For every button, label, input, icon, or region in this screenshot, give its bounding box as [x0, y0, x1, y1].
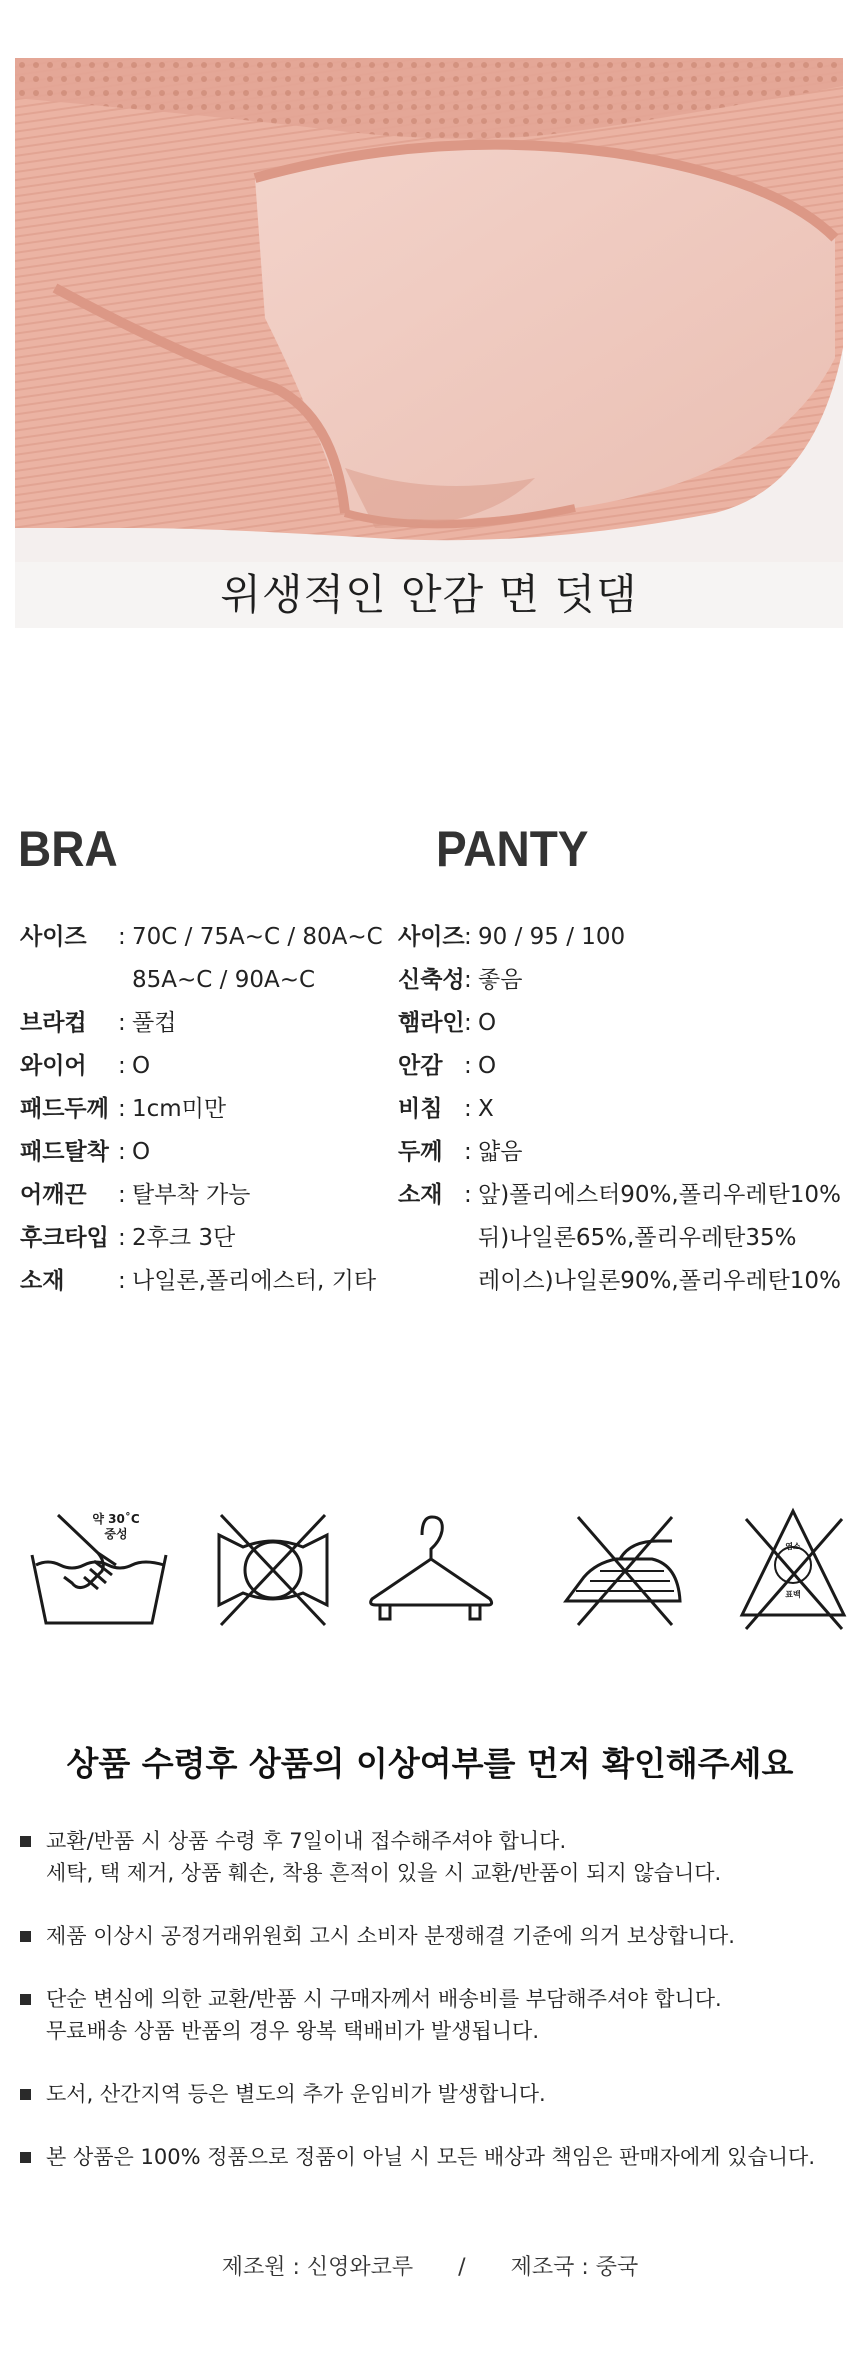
spec-separator: : [464, 967, 472, 993]
panty-spec-row-size [398, 922, 848, 965]
panty-spec-row-lining [398, 1051, 848, 1094]
notice-heading: 상품 수령후 상품의 이상여부를 먼저 확인해주세요 [66, 1744, 794, 1783]
panty-spec-row-hemline [398, 1008, 848, 1051]
notice-line: 제품 이상시 공정거래위원회 고시 소비자 분쟁해결 기준에 의거 보상합니다. [46, 1924, 735, 1948]
bra-title: BRA [18, 821, 118, 877]
spec-value: O [478, 1010, 497, 1036]
square-bullet-icon [20, 1836, 31, 1847]
spec-value: 좋음 [478, 967, 523, 993]
notice-list [18, 1825, 848, 2204]
spec-value: 앞)폴리에스터90%,폴리우레탄10% [478, 1182, 841, 1208]
hand-wash-icon [28, 1505, 168, 1635]
notice-line: 세탁, 택 제거, 상품 훼손, 착용 흔적이 있을 시 교환/반품이 되지 않습니다. [46, 1861, 722, 1885]
spec-label: 소재 [20, 1268, 65, 1294]
spec-value: O [132, 1139, 151, 1165]
spec-separator: : [464, 1139, 472, 1165]
spec-separator: : [464, 1096, 472, 1122]
spec-separator: : [118, 1053, 126, 1079]
bra-spec-row-wire [20, 1051, 400, 1094]
square-bullet-icon [20, 2152, 31, 2163]
spec-value: 얇음 [478, 1139, 523, 1165]
no-bleach-icon [738, 1505, 848, 1635]
spec-value: 레이스)나일론90%,폴리우레탄10% [478, 1268, 841, 1294]
spec-separator: : [118, 1139, 126, 1165]
notice-item [18, 1920, 848, 1952]
spec-value: 1cm미만 [132, 1096, 227, 1122]
square-bullet-icon [20, 2089, 31, 2100]
maker-info [0, 2250, 860, 2281]
spec-separator: : [464, 1182, 472, 1208]
spec-label: 어깨끈 [20, 1182, 87, 1208]
spec-label: 와이어 [20, 1053, 87, 1079]
spec-value: O [132, 1053, 151, 1079]
square-bullet-icon [20, 1931, 31, 1942]
bra-spec-row-size [20, 922, 400, 1008]
lining-closeup-image [15, 58, 843, 562]
product-photo [15, 58, 843, 628]
bra-spec-row-pad-removable [20, 1137, 400, 1180]
spec-value: 뒤)나일론65%,폴리우레탄35% [478, 1225, 797, 1251]
spec-separator: : [118, 1225, 126, 1251]
square-bullet-icon [20, 1994, 31, 2005]
panty-spec-row-elasticity [398, 965, 848, 1008]
notice-line: 무료배송 상품 반품의 경우 왕복 택배비가 발생됩니다. [46, 2019, 540, 2043]
spec-separator: : [464, 924, 472, 950]
spec-value: X [478, 1096, 494, 1122]
panty-spec-list [398, 922, 848, 1309]
spec-separator: : [118, 924, 126, 950]
notice-line: 도서, 산간지역 등은 별도의 추가 운임비가 발생합니다. [46, 2082, 546, 2106]
spec-label: 안감 [398, 1053, 443, 1079]
bleach-top-label: 염소 [785, 1542, 801, 1551]
wash-mode-label: 중성 [104, 1527, 128, 1541]
spec-label: 햄라인 [398, 1010, 465, 1036]
spec-value: 탈부착 가능 [132, 1182, 251, 1208]
spec-separator: : [464, 1053, 472, 1079]
spec-value: 85A~C / 90A~C [132, 967, 316, 993]
bra-spec-row-material [20, 1266, 400, 1309]
spec-separator: : [118, 1096, 126, 1122]
maker-separator: / [458, 2255, 466, 2280]
spec-value: O [478, 1053, 497, 1079]
spec-label: 소재 [398, 1182, 443, 1208]
panty-spec-row-see-through [398, 1094, 848, 1137]
no-iron-icon [560, 1505, 690, 1635]
spec-separator: : [118, 1182, 126, 1208]
notice-item [18, 2078, 848, 2110]
spec-label: 사이즈 [398, 924, 465, 950]
no-tumble-dry-icon [213, 1505, 333, 1635]
spec-label: 두께 [398, 1139, 443, 1165]
notice-item [18, 1825, 848, 1889]
hang-dry-icon [366, 1505, 496, 1635]
panty-spec-row-thickness [398, 1137, 848, 1180]
spec-value: 2후크 3단 [132, 1225, 236, 1251]
spec-label: 신축성 [398, 967, 465, 993]
spec-value: 70C / 75A~C / 80A~C [132, 924, 383, 950]
spec-label: 패드두께 [20, 1096, 109, 1122]
bra-spec-row-pad-thickness [20, 1094, 400, 1137]
spec-label: 브라컵 [20, 1010, 87, 1036]
wash-temp-label: 약 30˚C [92, 1512, 140, 1526]
notice-line: 본 상품은 100% 정품으로 정품이 아닐 시 모든 배상과 책임은 판매자에게 있습니다. [46, 2145, 816, 2169]
spec-separator: : [118, 1010, 126, 1036]
bra-spec-row-hook [20, 1223, 400, 1266]
spec-label: 사이즈 [20, 924, 87, 950]
panty-title: PANTY [436, 821, 589, 877]
notice-item [18, 2141, 848, 2173]
bra-spec-list [20, 922, 400, 1309]
notice-line: 교환/반품 시 상품 수령 후 7일이내 접수해주셔야 합니다. [46, 1829, 567, 1853]
bra-spec-row-cup [20, 1008, 400, 1051]
spec-separator: : [118, 1268, 126, 1294]
notice-line: 단순 변심에 의한 교환/반품 시 구매자께서 배송비를 부담해주셔야 합니다. [46, 1987, 722, 2011]
spec-label: 비침 [398, 1096, 443, 1122]
panty-spec-row-material [398, 1180, 848, 1309]
manufacturer-text: 제조원 : 신영와코루 [221, 2255, 414, 2280]
origin-text: 제조국 : 중국 [510, 2255, 639, 2280]
care-icons [0, 1505, 860, 1635]
photo-caption: 위생적인 안감 면 덧댐 [15, 562, 843, 628]
spec-separator: : [464, 1010, 472, 1036]
bleach-bottom-label: 표백 [785, 1590, 801, 1599]
spec-value: 나일론,폴리에스터, 기타 [132, 1268, 377, 1294]
bra-spec-row-strap [20, 1180, 400, 1223]
spec-label: 후크타입 [20, 1225, 109, 1251]
spec-label: 패드탈착 [20, 1139, 109, 1165]
spec-value: 90 / 95 / 100 [478, 924, 626, 950]
notice-item [18, 1983, 848, 2047]
spec-value: 풀컵 [132, 1010, 177, 1036]
